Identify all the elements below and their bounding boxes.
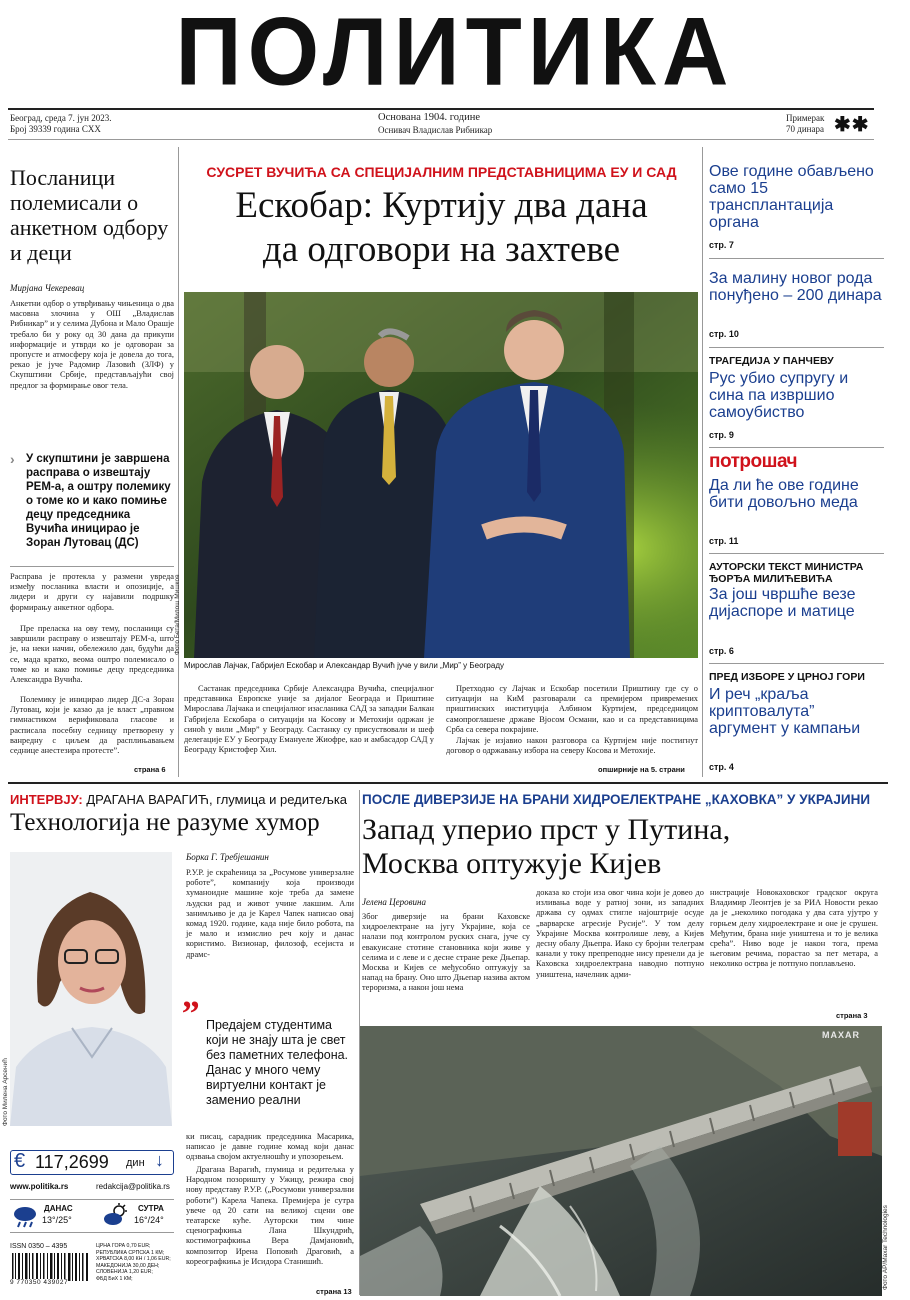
left-story-lead: Анкетни одбор о утврђивању чињеница о два масовна злочина у ОШ „Владислав Рибникар” и у селима Дубона и Мало Орашје требало би у року од 30 дана да прикупи информације и утврди ко је одговоран за пропусте и атмосферу која је довела до тога, рекао је јуче Радомир Лазовић (ЗЛФ) у Скупштини Србије, представљајући свој предлог за формирање овог тела. [10,299,174,390]
portrait-svg [10,852,172,1126]
teaser-transplants[interactable]: Ове године обављено само 15 трансплантација органа [709,163,874,231]
interview-pull-quote: Предајем студентима који не знају шта је свет без паметних телефона. Данас у много чему виртуелни контакт је заменио реални [206,1018,349,1107]
fold-divider [8,782,888,784]
issn-number: ISSN 0350 – 4395 [10,1243,68,1250]
summary-rule [10,566,174,567]
ukraine-story-col-3: нистрације Новокаховског градског округа Владимир Леонтјев је за РИА Новости рекао да је „неколико погодака у два сата ујутро у горњем делу хидроелектране и оне је срушен. Међутим, брана није уништена и то је велика срећа”. Ниво воде је након тога, према његовим речима, порастао за пет метара, а неколико острва је потпуно поплављено. [710,888,878,969]
dam-photo-credit: Фото AP/Maxar Technologies [882,1205,889,1290]
teaser-honey[interactable]: Да ли ће ове године бити довољно меда [709,477,859,511]
ukraine-story-col-1: Због диверзије на брани Каховске хидроелектране на југу Украјине, која се налази под контролом руских снага, јуче су евакуисане стотине становника који живе у селима и с леве и с десне стране реке Дњепар. Москва и Кијев се међусобно оптужују за напад на брану. Оно што Дњепар назива актом тероризма, а након још нема [362,912,530,993]
teaser-crypto[interactable]: И реч „краља криптовалута” аргумент у кампањи [709,686,861,737]
stars-icon: ✱✱ [834,114,870,136]
main-story-page-ref[interactable]: опширније на 5. страни [598,765,685,774]
interview-headline[interactable]: Технологија не разуме хумор [10,809,320,836]
weather-today-label: ДАНАС [44,1204,73,1213]
price-slovenia: СЛОВЕНИЈА 1,20 EUR; [96,1269,153,1276]
interview-body-3: Драгана Варагић, глумица и редитељка у Народном позоришту у Ужицу, режира свој нову представу Р.У.Р. („Росумови универзални роботи”) Карела Чапека. Премијера је сутра увече од 20 сати на великој сцени ове театарске куће. Ауторски тим чине сценографкиња Лана Шкундрић, костимографкиња Вера Дамјановић, композитор Ирена Поповић Драговић, а кореографкиња је Исидора Станишић. [186,1165,354,1266]
price-montenegro: ЦРНА ГОРА 0,70 EUR; [96,1243,151,1249]
exchange-rate-value: 117,2699 [35,1152,109,1172]
euro-icon: € [14,1150,26,1172]
price-macedonia: МАКЕДОНИЈА 30,00 ДЕН; [96,1262,160,1269]
ukraine-story-headline-2[interactable]: Москва оптужује Кијев [362,847,662,880]
weather-tomorrow-temp: 16°/24° [134,1215,164,1225]
main-story-body-right: Претходно су Лајчак и Ескобар посетили Приштину где су о ситуацији на КиМ разговарали са премијером привремених приштинских институција Албином Куртијем, председницом самопроглашене државе Вјосом Османи, као и са представницима Срба са севера покрајине. [446,684,698,734]
main-story-body-right-2: Лајчак је изјавио након разговора са Куртијем није постигнут договор о одржавању избора на северу Косова и Метохије. [446,736,698,756]
chevron-right-icon: › [10,451,15,467]
exchange-rate-unit: дин [126,1157,145,1169]
ukraine-story-page-ref[interactable]: страна 3 [836,1011,868,1020]
interview-photo-credit: Фото Милена Арсенић [2,1058,9,1126]
teaser-minister-kicker: АУТОРСКИ ТЕКСТ МИНИСТРА ЂОРЂА МИЛИЋЕВИЋА [709,561,864,585]
column-rule-right [702,147,703,777]
weather-today-temp: 13°/25° [42,1215,72,1225]
masthead-logo[interactable]: ПОЛИТИКА [175,0,735,106]
exchange-rate-box [10,1150,174,1175]
ukraine-story-kicker: ПОСЛЕ ДИВЕРЗИЈЕ НА БРАНИ ХИДРОЕЛЕКТРАНЕ „КАХОВКА” У УКРАЈИНИ [362,792,871,807]
maxar-watermark: MAXAR [822,1030,860,1040]
teaser-diaspora[interactable]: За још чвршће везе дијаспоре и матице [709,586,856,620]
ukraine-story-col-2: доказа ко стоји иза овог чина који је довео до изливања воде у ратној зони, из западних држава су одмах стигле најоштрије осуде „варварске агресије Русије”. У том делу Украјине Москва контролише леву, а Кијев десну обалу Дњепра. Иако су бројни телеграм канали у току препреподне нису пренели да је Каховска хидроелектрана наводно потпуно уништена, начелник адми- [536,888,704,979]
left-story-headline[interactable]: Посланици полемисали о анкетном одбору и деци [10,165,169,265]
interview-subject: ДРАГАНА ВАРАГИЋ, глумица и редитељка [86,792,348,807]
quote-mark-icon: „ [182,975,200,1015]
teaser-raspberry-page: стр. 10 [709,329,739,339]
main-story-headline-1[interactable]: Ескобар: Куртију два дана [235,185,648,226]
teaser-diaspora-page: стр. 6 [709,646,734,656]
price-republika-srpska: РЕПУБЛИКА СРПСКА 1 КМ; [96,1249,165,1256]
dam-photo-svg [360,1026,882,1296]
email-link[interactable]: redakcija@politika.rs [96,1182,170,1191]
price-label: 70 динара [786,124,824,134]
barcode-image [10,1253,92,1287]
barcode-number: 9 770350 439027 [10,1279,69,1286]
founder-line: Оснивач Владислав Рибникар [378,125,493,135]
teaser-pancevo-kicker: ТРАГЕДИЈА У ПАНЧЕВУ [709,355,834,367]
left-story-page-ref[interactable]: страна 6 [134,765,166,774]
main-story-kicker: СУСРЕТ ВУЧИЋА СА СПЕЦИЈАЛНИМ ПРЕДСТАВНИЦИМА ЕУ И САД [206,164,677,180]
weather-tomorrow-label: СУТРА [138,1204,164,1213]
teaser-rule-2 [709,347,884,348]
issue-number: Број 39339 година CXX [10,124,101,134]
left-story-body-2: Пре преласка на ову тему, посланици су завршили расправу о извештају РЕМ-а, што је, на неки начин, обележило дан, будући да се, мада кратко, веома оштро полемисало о томе ко и како помиње децу председника Александра Вучића. [10,624,174,685]
main-story-body-left: Састанак председника Србије Александра Вучића, специјалног представника Европске уније за дијалог Београда и Приштине Мирослава Лајчака и специјалног изасланика САД за западни Балкан Габријела Ескобара о ситуацији на Косову и Метохији одржан је синоћ у вили „Мир” у Београду. Састанку су присуствовали и шеф делегације ЕУ у Београду Емануеле Жиофре, као и амбасадор САД у Београду Кристофер Хил. [184,684,434,755]
main-story-photo[interactable] [184,292,698,658]
teaser-crypto-page: стр. 4 [709,762,734,772]
masthead-divider [8,108,874,110]
main-story-headline-2[interactable]: да одговори на захтеве [262,229,621,270]
rain-cloud-icon [12,1204,38,1233]
teaser-transplants-page: стр. 7 [709,240,734,250]
left-story-body-1: Расправа је протекла у размени увреда између посланика власти и опозиције, а лидери и други су најавили подршку формирању анкетног одбора. [10,572,174,612]
interview-portrait[interactable] [10,852,172,1126]
sun-cloud-icon [102,1203,130,1232]
left-story-summary [10,452,174,550]
left-story-summary-text: У скупштини је завршена расправа о извештају РЕМ-а, а оштру полемику о томе ко и како помиње децу председника Вучића иницирао је Зоран Лутовац (ДС) [26,453,171,549]
teaser-rule-5 [709,663,884,664]
interview-author: Борка Г. Требјешанин [186,852,269,862]
issue-date: Београд, среда 7. јун 2023. [10,113,112,123]
arrow-down-icon: ↓ [155,1150,164,1170]
foreign-prices [96,1243,176,1283]
teaser-rule-1 [709,258,884,259]
main-photo-caption: Мирослав Лајчак, Габријел Ескобар и Александар Вучић јуче у вили „Мир” у Београду [184,661,504,670]
main-photo-credit: Фото Бета/Милош Мишков [174,574,181,655]
teaser-montenegro-kicker: ПРЕД ИЗБОРЕ У ЦРНОЈ ГОРИ [709,671,865,683]
left-story-body-3: Полемику је иницирао лидер ДС-а Зоран Лутовац, који је казао да је власт „правном гимнастиком верификовала гласове и расписала посебну седницу претворену у ванредну с циљем да расплињавањем седнице анестезира протесте”. [10,695,174,756]
interview-label: ИНТЕРВЈУ: [10,792,83,807]
ukraine-story-headline-1[interactable]: Запад уперио прст у Путина, [362,813,731,846]
interview-kicker [10,792,347,807]
ukraine-story-author: Јелена Церовина [362,897,426,907]
teaser-rule-3 [709,447,884,448]
column-rule-left [178,147,179,777]
teaser-raspberry[interactable]: За малину новог рода понуђено – 200 динара [709,270,882,304]
left-story-author: Мирјана Чекеревац [10,283,85,293]
interview-page-ref[interactable]: страна 13 [316,1287,352,1296]
main-story-photo-svg [184,292,698,658]
dam-aerial-photo[interactable] [360,1026,882,1296]
teaser-pancevo-page: стр. 9 [709,430,734,440]
teaser-pancevo[interactable]: Рус убио супругу и сина па извршио самоубиство [709,370,849,421]
potrosac-brand-logo[interactable]: потрошач [709,451,798,472]
interview-body-2: ки писац, сарадник председника Масарика, написао је давне године комад који данас одзвања својом актуелношћу и упозорењем. [186,1132,354,1162]
price-bih: ФБД БиХ 1 КМ; [96,1275,133,1282]
weather-box [10,1199,174,1233]
copy-label: Примерак [786,113,825,123]
interview-body-1: Р.У.Р. је скраћеница за „Росумове универзалне роботе”, компанију која производи хуманоидне машине које треба да замене људски рад и живот учине лакшим. Али занимљиво је да је Карел Чапек написао овај комад 1920. године, када није било робота, па је мало и измислио реч коју и данас користимо. Визионар, филозоф, есејиста и драмс- [186,868,354,959]
teaser-honey-page: стр. 11 [709,536,739,546]
masthead-bottom-rule [8,139,874,140]
price-croatia: ХРВАТСКА 8,00 КН / 1,06 EUR; [96,1256,171,1263]
teaser-rule-4 [709,553,884,554]
website-link[interactable]: www.politika.rs [10,1182,69,1191]
founded-line: Основана 1904. године [378,112,480,123]
